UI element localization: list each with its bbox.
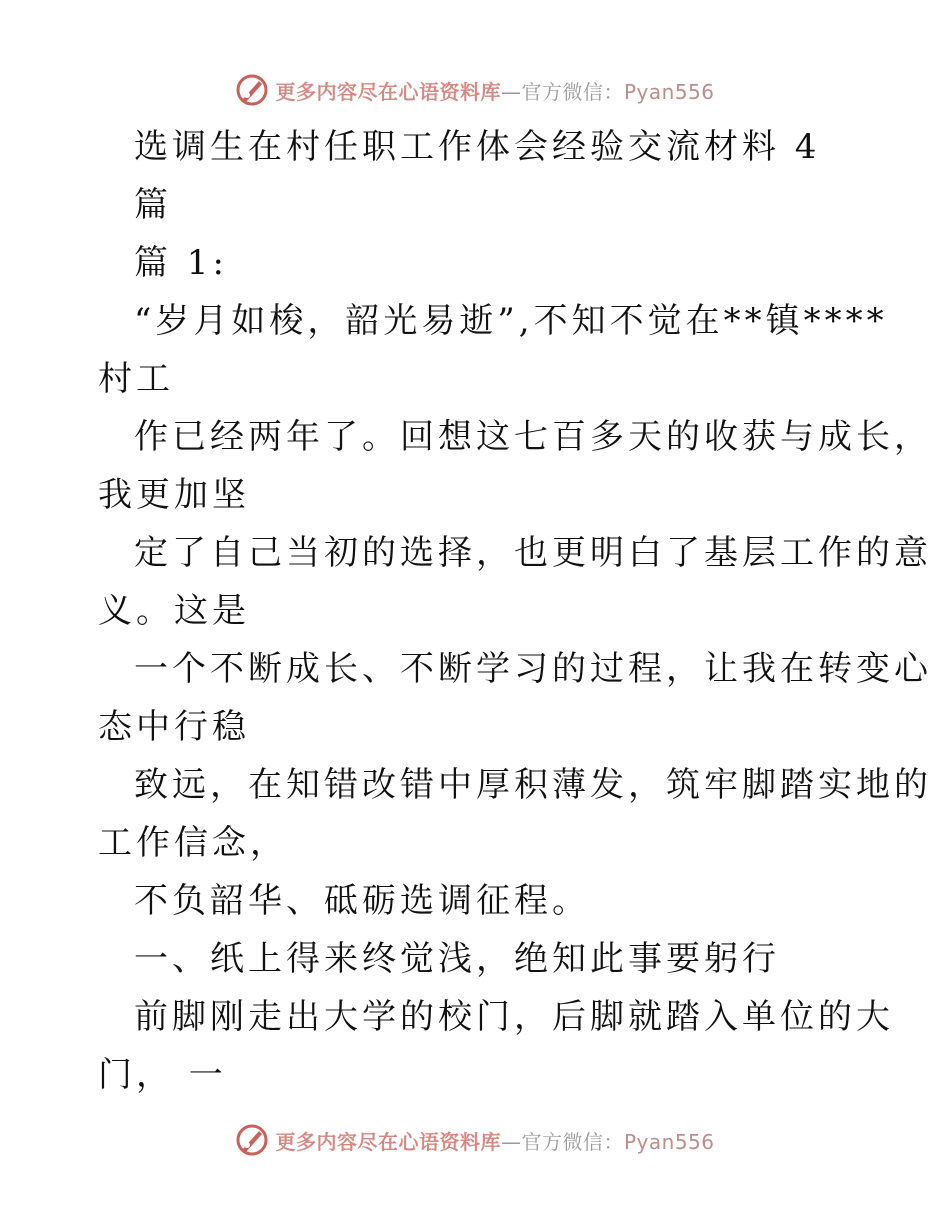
footer-banner [0, 1120, 950, 1160]
paragraph-line: 作已经两年了。回想这七百多天的收获与成长， [134, 417, 932, 457]
document-title-line-1: 选调生在村任职工作体会经验交流材料 4 [134, 127, 821, 167]
header-separator-text: —官方微信： [500, 79, 624, 104]
footer-brand-text: Pyan556 [623, 1129, 715, 1154]
quill-pen-logo-icon [235, 73, 269, 107]
paragraph-line: 一个不断成长、不断学习的过程，让我在转变心 [134, 649, 932, 689]
header-brand-text: Pyan556 [623, 79, 715, 104]
paragraph-line: 前脚刚走出大学的校门，后脚就踏入单位的大 [134, 997, 894, 1037]
footer-main-text: 更多内容尽在心语资料库 [275, 1129, 501, 1154]
paragraph-line: 致远，在知错改错中厚积薄发，筑牢脚踏实地的 [134, 765, 932, 805]
paragraph-line: 定了自己当初的选择，也更明白了基层工作的意 [134, 533, 932, 573]
paragraph-line: 不负韶华、砥砺选调征程。 [134, 881, 590, 921]
footer-text [275, 1126, 714, 1155]
quill-pen-logo-icon [235, 1123, 269, 1157]
paragraph-line: 村工 [98, 359, 174, 399]
paragraph-line: 态中行稳 [98, 707, 250, 747]
section-heading: 篇 1: [134, 243, 228, 283]
paragraph-line: 门， 一 [98, 1055, 227, 1095]
header-text [275, 76, 714, 105]
document-title-line-2: 篇 [134, 185, 172, 225]
paragraph-line: 义。这是 [98, 591, 250, 631]
paragraph-line: 我更加坚 [98, 475, 250, 515]
header-banner [0, 70, 950, 110]
paragraph-line: 工作信念， [98, 823, 288, 863]
footer-separator-text: —官方微信： [500, 1129, 624, 1154]
paragraph-line: “岁月如梭，韶光易逝”,不知不觉在**镇**** [134, 301, 888, 341]
header-main-text: 更多内容尽在心语资料库 [275, 79, 501, 104]
subsection-heading: 一、纸上得来终觉浅，绝知此事要躬行 [134, 939, 780, 979]
